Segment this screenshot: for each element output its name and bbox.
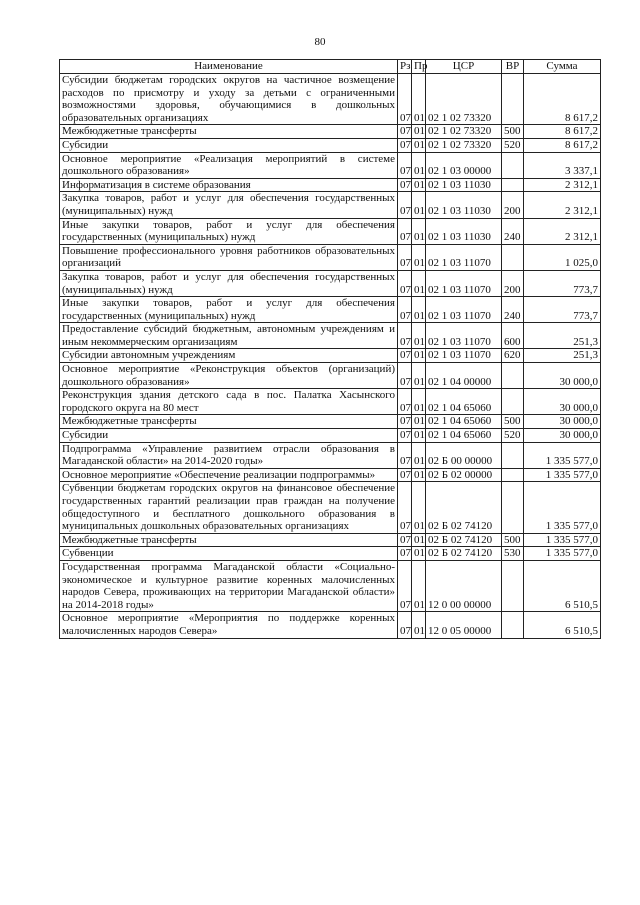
row-csr: 02 1 04 65060 xyxy=(426,429,502,443)
row-pr: 01 xyxy=(412,74,426,125)
row-vr: 520 xyxy=(502,429,524,443)
row-vr: 500 xyxy=(502,415,524,429)
row-pr: 01 xyxy=(412,138,426,152)
row-rz: 07 xyxy=(398,297,412,323)
row-csr: 02 1 04 00000 xyxy=(426,363,502,389)
table-row xyxy=(60,297,601,323)
row-rz: 07 xyxy=(398,468,412,482)
row-rz: 07 xyxy=(398,244,412,270)
row-name: Субвенции бюджетам городских округов на финансовое обеспечение государственных гарантий реализации прав граждан на получение общедоступного и бесплатного дошкольного образования в муниципальных дошкольных образовательных организациях xyxy=(60,482,398,533)
table-row xyxy=(60,218,601,244)
row-vr xyxy=(502,74,524,125)
row-name: Закупка товаров, работ и услуг для обеспечения государственных (муниципальных) нужд xyxy=(60,192,398,218)
row-csr: 02 1 02 73320 xyxy=(426,74,502,125)
row-name: Субсидии xyxy=(60,138,398,152)
table-row xyxy=(60,244,601,270)
row-name: Межбюджетные трансферты xyxy=(60,125,398,139)
row-vr: 240 xyxy=(502,297,524,323)
row-sum: 30 000,0 xyxy=(524,415,601,429)
table-row xyxy=(60,612,601,638)
row-sum: 2 312,1 xyxy=(524,178,601,192)
row-name: Субсидии xyxy=(60,429,398,443)
table-row xyxy=(60,363,601,389)
row-vr xyxy=(502,468,524,482)
row-sum: 30 000,0 xyxy=(524,429,601,443)
row-pr: 01 xyxy=(412,297,426,323)
row-pr: 01 xyxy=(412,363,426,389)
row-pr: 01 xyxy=(412,244,426,270)
row-sum: 8 617,2 xyxy=(524,125,601,139)
row-pr: 01 xyxy=(412,482,426,533)
table-row xyxy=(60,415,601,429)
row-vr xyxy=(502,244,524,270)
row-rz: 07 xyxy=(398,270,412,296)
row-sum: 30 000,0 xyxy=(524,389,601,415)
row-vr xyxy=(502,152,524,178)
row-rz: 07 xyxy=(398,152,412,178)
row-csr: 02 Б 02 00000 xyxy=(426,468,502,482)
row-rz: 07 xyxy=(398,533,412,547)
table-row xyxy=(60,429,601,443)
row-pr: 01 xyxy=(412,152,426,178)
row-vr xyxy=(502,442,524,468)
row-sum: 6 510,5 xyxy=(524,612,601,638)
row-pr: 01 xyxy=(412,349,426,363)
table-row xyxy=(60,482,601,533)
page-number: 80 xyxy=(314,36,326,48)
row-csr: 02 1 02 73320 xyxy=(426,125,502,139)
row-name: Основное мероприятие «Обеспечение реализации подпрограммы» xyxy=(60,468,398,482)
row-rz: 07 xyxy=(398,442,412,468)
row-csr: 02 1 04 65060 xyxy=(426,415,502,429)
table-row xyxy=(60,270,601,296)
row-sum: 8 617,2 xyxy=(524,74,601,125)
row-csr: 02 1 02 73320 xyxy=(426,138,502,152)
row-name: Государственная программа Магаданской области «Социально-экономическое и культурное развитие коренных малочисленных народов Севера, проживающих на территории Магаданской области» на 2014-2018 годы» xyxy=(60,560,398,611)
row-sum: 1 335 577,0 xyxy=(524,547,601,561)
header-rz: Рз xyxy=(398,60,412,74)
row-vr xyxy=(502,178,524,192)
row-rz: 07 xyxy=(398,349,412,363)
row-rz: 07 xyxy=(398,74,412,125)
row-vr: 500 xyxy=(502,125,524,139)
row-csr: 02 1 03 00000 xyxy=(426,152,502,178)
row-vr: 240 xyxy=(502,218,524,244)
table-row xyxy=(60,125,601,139)
row-vr xyxy=(502,560,524,611)
row-csr: 02 1 03 11070 xyxy=(426,349,502,363)
row-pr: 01 xyxy=(412,389,426,415)
row-rz: 07 xyxy=(398,323,412,349)
row-rz: 07 xyxy=(398,389,412,415)
row-name: Информатизация в системе образования xyxy=(60,178,398,192)
row-rz: 07 xyxy=(398,192,412,218)
row-rz: 07 xyxy=(398,218,412,244)
row-vr: 620 xyxy=(502,349,524,363)
row-name: Подпрограмма «Управление развитием отрасли образования в Магаданской области» на 2014-2020 годы» xyxy=(60,442,398,468)
row-rz: 07 xyxy=(398,612,412,638)
row-pr: 01 xyxy=(412,178,426,192)
row-vr xyxy=(502,363,524,389)
table-header-row xyxy=(60,60,601,74)
row-pr: 01 xyxy=(412,533,426,547)
row-pr: 01 xyxy=(412,125,426,139)
header-vr: ВР xyxy=(502,60,524,74)
table-row xyxy=(60,389,601,415)
row-vr: 600 xyxy=(502,323,524,349)
table-row xyxy=(60,560,601,611)
row-vr: 530 xyxy=(502,547,524,561)
row-vr: 500 xyxy=(502,533,524,547)
table-row xyxy=(60,547,601,561)
row-sum: 6 510,5 xyxy=(524,560,601,611)
row-name: Иные закупки товаров, работ и услуг для обеспечения государственных (муниципальных) нужд xyxy=(60,297,398,323)
row-pr: 01 xyxy=(412,612,426,638)
row-sum: 1 335 577,0 xyxy=(524,482,601,533)
row-pr: 01 xyxy=(412,270,426,296)
row-rz: 07 xyxy=(398,560,412,611)
row-name: Субвенции xyxy=(60,547,398,561)
row-pr: 01 xyxy=(412,415,426,429)
row-name: Субсидии бюджетам городских округов на частичное возмещение расходов по присмотру и уходу за детьми с ограниченными возможностями здоровья, обучающимися в дошкольных образовательных организациях xyxy=(60,74,398,125)
row-name: Реконструкция здания детского сада в пос. Палатка Хасынского городского округа на 80 мест xyxy=(60,389,398,415)
row-pr: 01 xyxy=(412,323,426,349)
row-sum: 1 335 577,0 xyxy=(524,442,601,468)
row-csr: 12 0 05 00000 xyxy=(426,612,502,638)
row-csr: 02 1 03 11030 xyxy=(426,178,502,192)
table-row xyxy=(60,533,601,547)
row-sum: 773,7 xyxy=(524,297,601,323)
row-csr: 02 Б 00 00000 xyxy=(426,442,502,468)
row-rz: 07 xyxy=(398,429,412,443)
table-row xyxy=(60,442,601,468)
row-rz: 07 xyxy=(398,125,412,139)
row-name: Субсидии автономным учреждениям xyxy=(60,349,398,363)
row-name: Основное мероприятие «Реализация мероприятий в системе дошкольного образования» xyxy=(60,152,398,178)
row-name: Межбюджетные трансферты xyxy=(60,533,398,547)
row-name: Основное мероприятие «Реконструкция объектов (организаций) дошкольного образования» xyxy=(60,363,398,389)
row-name: Иные закупки товаров, работ и услуг для обеспечения государственных (муниципальных) нужд xyxy=(60,218,398,244)
row-sum: 1 025,0 xyxy=(524,244,601,270)
table-row xyxy=(60,178,601,192)
row-csr: 02 1 03 11030 xyxy=(426,192,502,218)
row-sum: 3 337,1 xyxy=(524,152,601,178)
header-pr: Пр xyxy=(412,60,426,74)
row-vr: 200 xyxy=(502,192,524,218)
row-csr: 02 Б 02 74120 xyxy=(426,547,502,561)
row-name: Закупка товаров, работ и услуг для обеспечения государственных (муниципальных) нужд xyxy=(60,270,398,296)
row-sum: 251,3 xyxy=(524,323,601,349)
row-rz: 07 xyxy=(398,178,412,192)
row-csr: 02 1 03 11030 xyxy=(426,218,502,244)
row-pr: 01 xyxy=(412,547,426,561)
row-sum: 30 000,0 xyxy=(524,363,601,389)
row-pr: 01 xyxy=(412,192,426,218)
row-vr xyxy=(502,612,524,638)
row-csr: 02 1 04 65060 xyxy=(426,389,502,415)
table-row xyxy=(60,468,601,482)
row-rz: 07 xyxy=(398,547,412,561)
header-csr: ЦСР xyxy=(426,60,502,74)
row-sum: 251,3 xyxy=(524,349,601,363)
row-csr: 02 Б 02 74120 xyxy=(426,482,502,533)
table-row xyxy=(60,138,601,152)
row-sum: 773,7 xyxy=(524,270,601,296)
row-pr: 01 xyxy=(412,429,426,443)
table-row xyxy=(60,349,601,363)
row-csr: 02 1 03 11070 xyxy=(426,323,502,349)
row-name: Предоставление субсидий бюджетным, автономным учреждениям и иным некоммерческим организациям xyxy=(60,323,398,349)
row-pr: 01 xyxy=(412,560,426,611)
row-vr xyxy=(502,482,524,533)
row-rz: 07 xyxy=(398,363,412,389)
row-sum: 8 617,2 xyxy=(524,138,601,152)
table-row xyxy=(60,192,601,218)
header-name: Наименование xyxy=(60,60,398,74)
row-pr: 01 xyxy=(412,218,426,244)
row-csr: 02 1 03 11070 xyxy=(426,297,502,323)
row-sum: 1 335 577,0 xyxy=(524,468,601,482)
row-sum: 2 312,1 xyxy=(524,192,601,218)
table-row xyxy=(60,323,601,349)
row-sum: 2 312,1 xyxy=(524,218,601,244)
header-sum: Сумма xyxy=(524,60,601,74)
row-name: Межбюджетные трансферты xyxy=(60,415,398,429)
row-pr: 01 xyxy=(412,442,426,468)
row-pr: 01 xyxy=(412,468,426,482)
row-rz: 07 xyxy=(398,138,412,152)
row-csr: 02 Б 02 74120 xyxy=(426,533,502,547)
budget-table xyxy=(59,59,601,639)
row-name: Основное мероприятие «Мероприятия по поддержке коренных малочисленных народов Севера» xyxy=(60,612,398,638)
row-csr: 12 0 00 00000 xyxy=(426,560,502,611)
row-vr: 520 xyxy=(502,138,524,152)
table-row xyxy=(60,74,601,125)
row-csr: 02 1 03 11070 xyxy=(426,270,502,296)
row-rz: 07 xyxy=(398,482,412,533)
row-name: Повышение профессионального уровня работников образовательных организаций xyxy=(60,244,398,270)
row-vr: 200 xyxy=(502,270,524,296)
row-vr xyxy=(502,389,524,415)
row-sum: 1 335 577,0 xyxy=(524,533,601,547)
row-rz: 07 xyxy=(398,415,412,429)
row-csr: 02 1 03 11070 xyxy=(426,244,502,270)
table-row xyxy=(60,152,601,178)
